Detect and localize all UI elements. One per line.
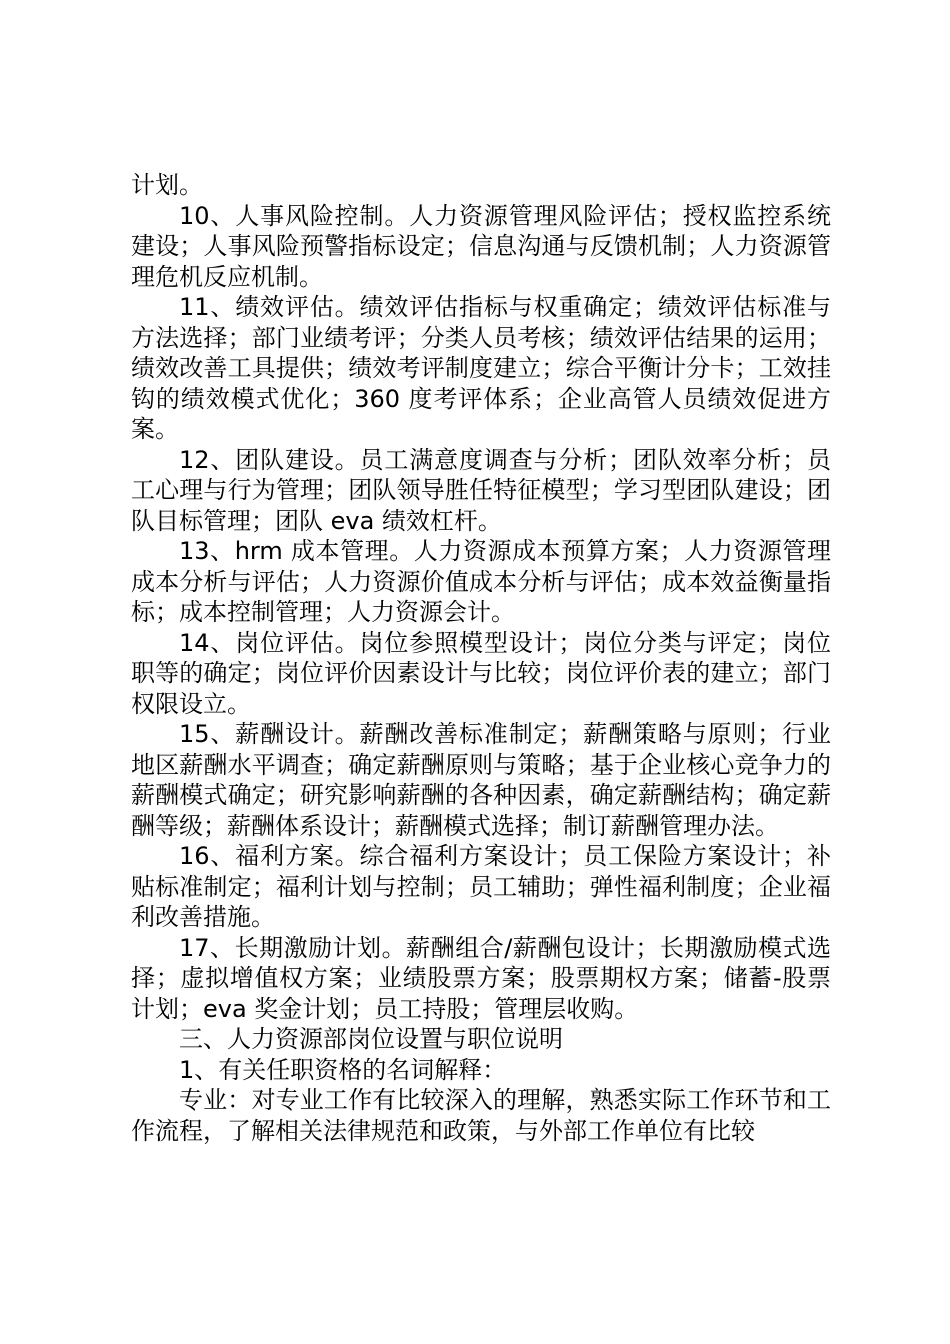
definition-paragraph: 专业：对专业工作有比较深入的理解，熟悉实际工作环节和工作流程，了解相关法律规范和政策，与外部工作单位有比较	[131, 1086, 831, 1145]
subsection-heading: 1、有关任职资格的名词解释：	[179, 1055, 507, 1084]
paragraph-item-16: 16、福利方案。综合福利方案设计；员工保险方案设计；补贴标准制定；福利计划与控制；员工辅助；弹性福利制度；企业福利改善措施。	[131, 842, 831, 931]
paragraph-item-15: 15、薪酬设计。薪酬改善标准制定；薪酬策略与原则；行业地区薪酬水平调查；确定薪酬原则与策略；基于企业核心竞争力的薪酬模式确定；研究影响薪酬的各种因素，确定薪酬结构；确定薪酬等级；薪酬体系设计；薪酬模式选择；制订薪酬管理办法。	[131, 720, 831, 840]
paragraph-item-12: 12、团队建设。员工满意度调查与分析；团队效率分析；员工心理与行为管理；团队领导胜任特征模型；学习型团队建设；团队目标管理；团队 eva 绩效杠杆。	[131, 445, 831, 535]
paragraph-item-17: 17、长期激励计划。薪酬组合/薪酬包设计；长期激励模式选择；虚拟增值权方案；业绩股票方案；股票期权方案；储蓄-股票计划；eva 奖金计划；员工持股；管理层收购。	[131, 933, 831, 1023]
paragraph-item-14: 14、岗位评估。岗位参照模型设计；岗位分类与评定；岗位职等的确定；岗位评价因素设计与比较；岗位评价表的建立；部门权限设立。	[131, 628, 831, 718]
paragraph-item-11: 11、绩效评估。绩效评估指标与权重确定；绩效评估标准与方法选择；部门业绩考评；分类人员考核；绩效评估结果的运用；绩效改善工具提供；绩效考评制度建立；综合平衡计分卡；工效挂钩的绩效模式优化；360 度考评体系；企业高管人员绩效促进方案。	[131, 293, 831, 443]
section-heading: 三、人力资源部岗位设置与职位说明	[179, 1025, 563, 1053]
paragraph-continuation: 计划。	[131, 171, 203, 199]
document-body	[131, 170, 831, 1146]
paragraph-item-13: 13、hrm 成本管理。人力资源成本预算方案；人力资源管理成本分析与评估；人力资源价值成本分析与评估；成本效益衡量指标；成本控制管理；人力资源会计。	[131, 537, 831, 626]
paragraph-item-10: 10、人事风险控制。人力资源管理风险评估；授权监控系统建设；人事风险预警指标设定；信息沟通与反馈机制；人力资源管理危机反应机制。	[131, 201, 831, 291]
